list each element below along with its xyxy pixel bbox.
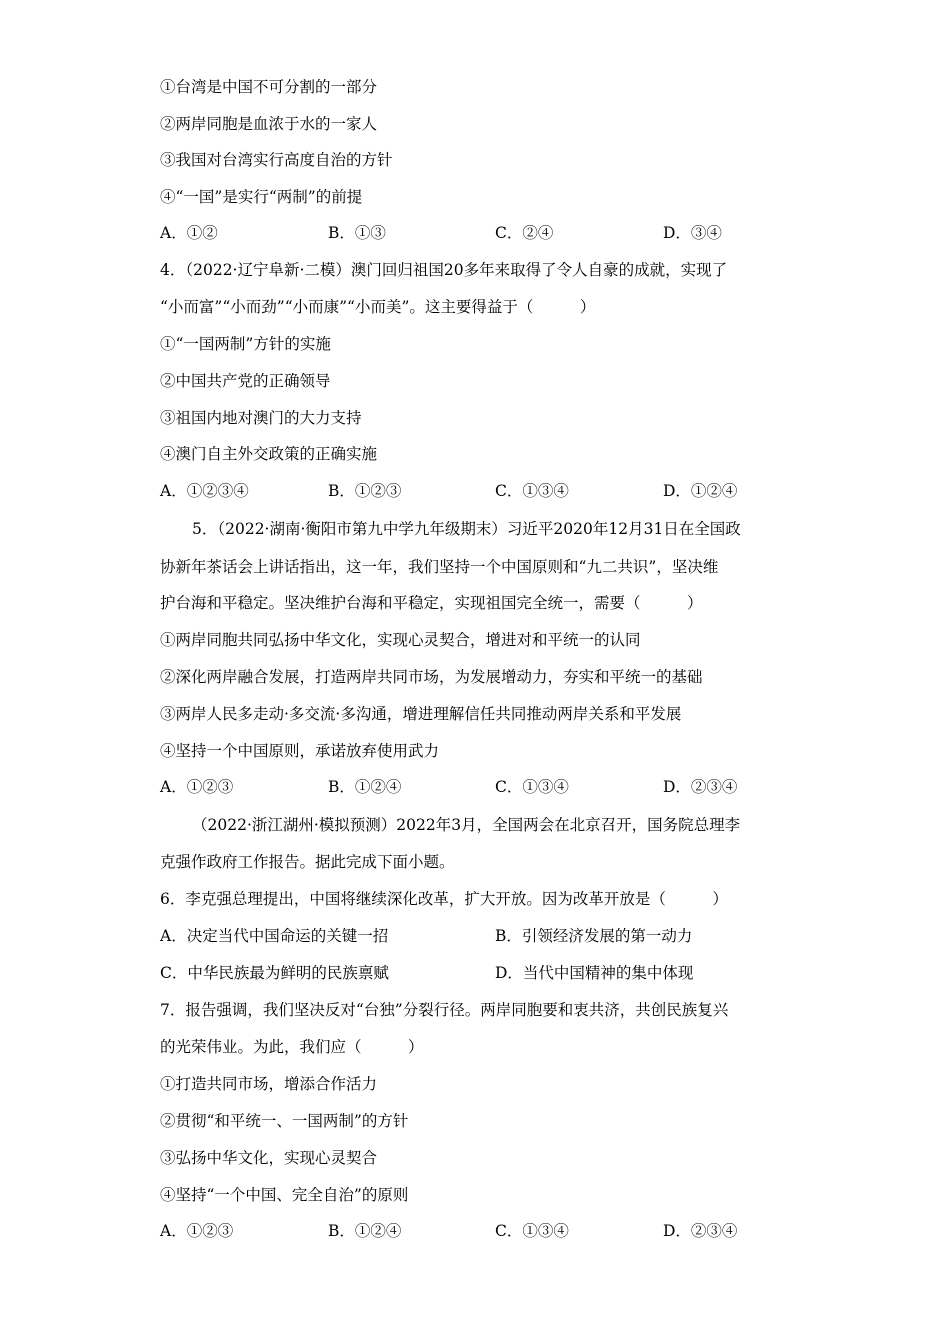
q5-item-3: ③两岸人民多走动·多交流·多沟通，增进理解信任共同推动两岸关系和平发展 (160, 705, 682, 723)
q3-option-c: C．②④ (495, 224, 554, 242)
q5-option-d: D．②③④ (663, 778, 738, 796)
q7-item-1: ①打造共同市场，增添合作活力 (160, 1075, 378, 1093)
q5-stem-line-2: 协新年茶话会上讲话指出，这一年，我们坚持一个中国原则和“九二共识”，坚决维 (160, 558, 719, 576)
q7-option-b: B．①②④ (328, 1222, 402, 1240)
q5-stem-line-1: 5．（2022·湖南·衡阳市第九中学九年级期末）习近平2020年12月31日在全国政 (192, 520, 741, 538)
q5-item-1: ①两岸同胞共同弘扬中华文化，实现心灵契合，增进对和平统一的认同 (160, 631, 641, 649)
material-line-1: （2022·浙江湖州·模拟预测）2022年3月，全国两会在北京召开，国务院总理李 (192, 816, 741, 834)
q4-stem-line-1: 4．（2022·辽宁阜新·二模）澳门回归祖国20多年来取得了令人自豪的成就，实现了 (160, 261, 728, 279)
q4-option-d: D．①②④ (663, 482, 738, 500)
q7-option-a: A．①②③ (160, 1222, 234, 1240)
q3-item-1: ①台湾是中国不可分割的一部分 (160, 78, 378, 96)
q4-stem-line-2: “小而富”“小而劲”“小而康”“小而美”。这主要得益于（ ） (160, 298, 596, 316)
q6-option-c: C．中华民族最为鲜明的民族禀赋 (160, 964, 389, 982)
q6-option-a: A．决定当代中国命运的关键一招 (160, 927, 389, 945)
q4-item-4: ④澳门自主外交政策的正确实施 (160, 445, 378, 463)
q4-item-3: ③祖国内地对澳门的大力支持 (160, 409, 362, 427)
q5-option-c: C．①③④ (495, 778, 569, 796)
q5-option-a: A．①②③ (160, 778, 234, 796)
q4-option-c: C．①③④ (495, 482, 569, 500)
q7-stem-line-1: 7．报告强调，我们坚决反对“台独”分裂行径。两岸同胞要和衷共济，共创民族复兴 (160, 1001, 729, 1019)
q7-item-4: ④坚持“一个中国、完全自治”的原则 (160, 1186, 409, 1204)
q3-item-3: ③我国对台湾实行高度自治的方针 (160, 151, 393, 169)
q6-option-d: D．当代中国精神的集中体现 (495, 964, 694, 982)
q7-item-2: ②贯彻“和平统一、一国两制”的方针 (160, 1112, 409, 1130)
q4-item-2: ②中国共产党的正确领导 (160, 372, 331, 390)
q3-item-4: ④“一国”是实行“两制”的前提 (160, 188, 363, 206)
q7-item-3: ③弘扬中华文化，实现心灵契合 (160, 1149, 378, 1167)
q3-option-d: D．③④ (663, 224, 722, 242)
material-line-2: 克强作政府工作报告。据此完成下面小题。 (160, 853, 455, 871)
q6-stem: 6．李克强总理提出，中国将继续深化改革，扩大开放。因为改革开放是（ ） (160, 890, 728, 908)
q3-item-2: ②两岸同胞是血浓于水的一家人 (160, 115, 378, 133)
q4-option-a: A．①②③④ (160, 482, 249, 500)
q7-stem-line-2: 的光荣伟业。为此，我们应（ ） (160, 1038, 424, 1056)
q4-option-b: B．①②③ (328, 482, 402, 500)
q6-option-b: B．引领经济发展的第一动力 (495, 927, 693, 945)
q5-item-4: ④坚持一个中国原则，承诺放弃使用武力 (160, 742, 440, 760)
q3-option-a: A．①② (160, 224, 218, 242)
q7-option-d: D．②③④ (663, 1222, 738, 1240)
q5-stem-line-3: 护台海和平稳定。坚决维护台海和平稳定，实现祖国完全统一，需要（ ） (160, 594, 703, 612)
q3-option-b: B．①③ (328, 224, 386, 242)
q7-option-c: C．①③④ (495, 1222, 569, 1240)
q5-item-2: ②深化两岸融合发展，打造两岸共同市场，为发展增动力，夯实和平统一的基础 (160, 668, 703, 686)
q4-item-1: ①“一国两制”方针的实施 (160, 335, 331, 353)
q5-option-b: B．①②④ (328, 778, 402, 796)
